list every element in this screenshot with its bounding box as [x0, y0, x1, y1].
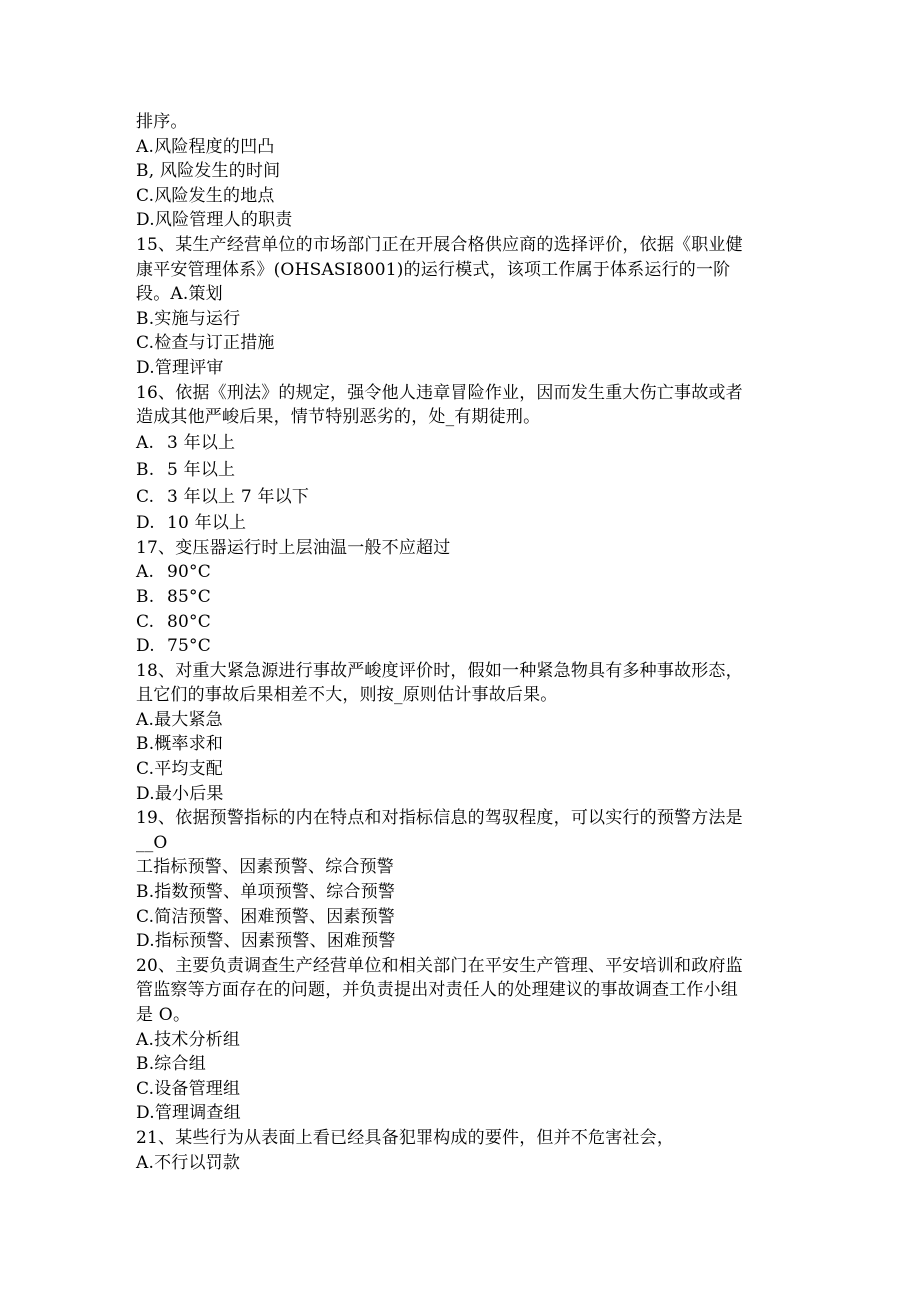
option-line: C.平均支配: [136, 759, 224, 780]
option-line: [136, 560, 796, 585]
option-text: 75°C: [167, 636, 211, 657]
option-letter: D.: [136, 512, 155, 533]
option-text: 85°C: [167, 586, 211, 607]
option-line: [136, 457, 796, 484]
option-letter: C.: [136, 486, 155, 507]
option-line: 工指标预警、因素预警、综合预警: [136, 857, 394, 878]
option-line: A.技术分析组: [136, 1029, 241, 1050]
option-line: B, 风险发生的时间: [136, 161, 281, 182]
option-line: D.最小后果: [136, 783, 224, 804]
question-line: 21、某些行为从表面上看已经具备犯罪构成的要件，但并不危害社会，: [136, 1127, 675, 1148]
option-letter: D.: [136, 636, 155, 657]
option-line: C.检查与订正措施: [136, 333, 275, 354]
option-text: 3 年以上 7 年以下: [167, 486, 310, 507]
question-line: 康平安管理体系》(OHSASI8001)的运行模式，该项工作属于体系运行的一阶: [136, 259, 731, 280]
text-line: 排序。: [136, 112, 188, 132]
option-line: [136, 585, 796, 610]
option-letter: A.: [136, 432, 155, 453]
option-line: D.管理调查组: [136, 1103, 241, 1124]
option-line: B.实施与运行: [136, 308, 241, 329]
option-line: B.概率求和: [136, 734, 224, 755]
option-letter: B.: [136, 586, 155, 607]
question-line: 段。A.策划: [136, 284, 223, 305]
option-line: A.不行以罚款: [136, 1152, 241, 1173]
option-line: C.风险发生的地点: [136, 185, 275, 206]
option-text: 5 年以上: [167, 459, 236, 480]
option-text: 90°C: [167, 562, 211, 583]
option-letter: A.: [136, 562, 155, 583]
question-line: 造成其他严峻后果，情节特别恶劣的，处_有期徒刑。: [136, 407, 541, 428]
option-line: [136, 610, 796, 635]
option-line: [136, 510, 796, 536]
option-text: 80°C: [167, 611, 211, 632]
option-line: A.风险程度的凹凸: [136, 136, 275, 157]
question-line: 16、依据《刑法》的规定，强令他人违章冒险作业，因而发生重大伤亡事故或者: [136, 382, 743, 403]
option-line: D.风险管理人的职责: [136, 210, 293, 231]
question-line: 15、某生产经营单位的市场部门正在开展合格供应商的选择评价，依据《职业健: [136, 234, 743, 255]
question-line: 是 O。: [136, 1005, 191, 1025]
option-line: C.设备管理组: [136, 1078, 241, 1099]
option-text: 10 年以上: [167, 512, 247, 533]
question-line: 18、对重大紧急源进行事故严峻度评价时，假如一种紧急物具有多种事故形态，: [136, 660, 743, 681]
option-letter: C.: [136, 611, 155, 632]
question-line: __O: [136, 832, 168, 853]
option-line: A.最大紧急: [136, 709, 223, 730]
question-line: 19、依据预警指标的内在特点和对指标信息的驾驭程度，可以实行的预警方法是: [136, 808, 743, 829]
option-line: B.指数预警、单项预警、综合预警: [136, 882, 396, 903]
option-line: [136, 634, 796, 659]
question-line: 且它们的事故后果相差不大，则按_原则估计事故后果。: [136, 685, 558, 706]
option-text: 3 年以上: [167, 432, 236, 453]
option-line: D.管理评审: [136, 357, 224, 378]
option-line: [136, 430, 796, 457]
question-line: 管监察等方面存在的问题，并负责提出对责任人的处理建议的事故调查工作小组: [136, 980, 738, 1001]
option-line: D.指标预警、因素预警、困难预警: [136, 931, 396, 952]
question-line: 20、主要负责调查生产经营单位和相关部门在平安生产管理、平安培训和政府监: [136, 955, 743, 976]
question-line: 17、变压器运行时上层油温一般不应超过: [136, 537, 451, 558]
document-body: [136, 110, 796, 1175]
option-line: C.简洁预警、困难预警、因素预警: [136, 906, 396, 927]
option-line: [136, 484, 796, 510]
option-letter: B.: [136, 459, 155, 480]
option-line: B.综合组: [136, 1054, 206, 1075]
